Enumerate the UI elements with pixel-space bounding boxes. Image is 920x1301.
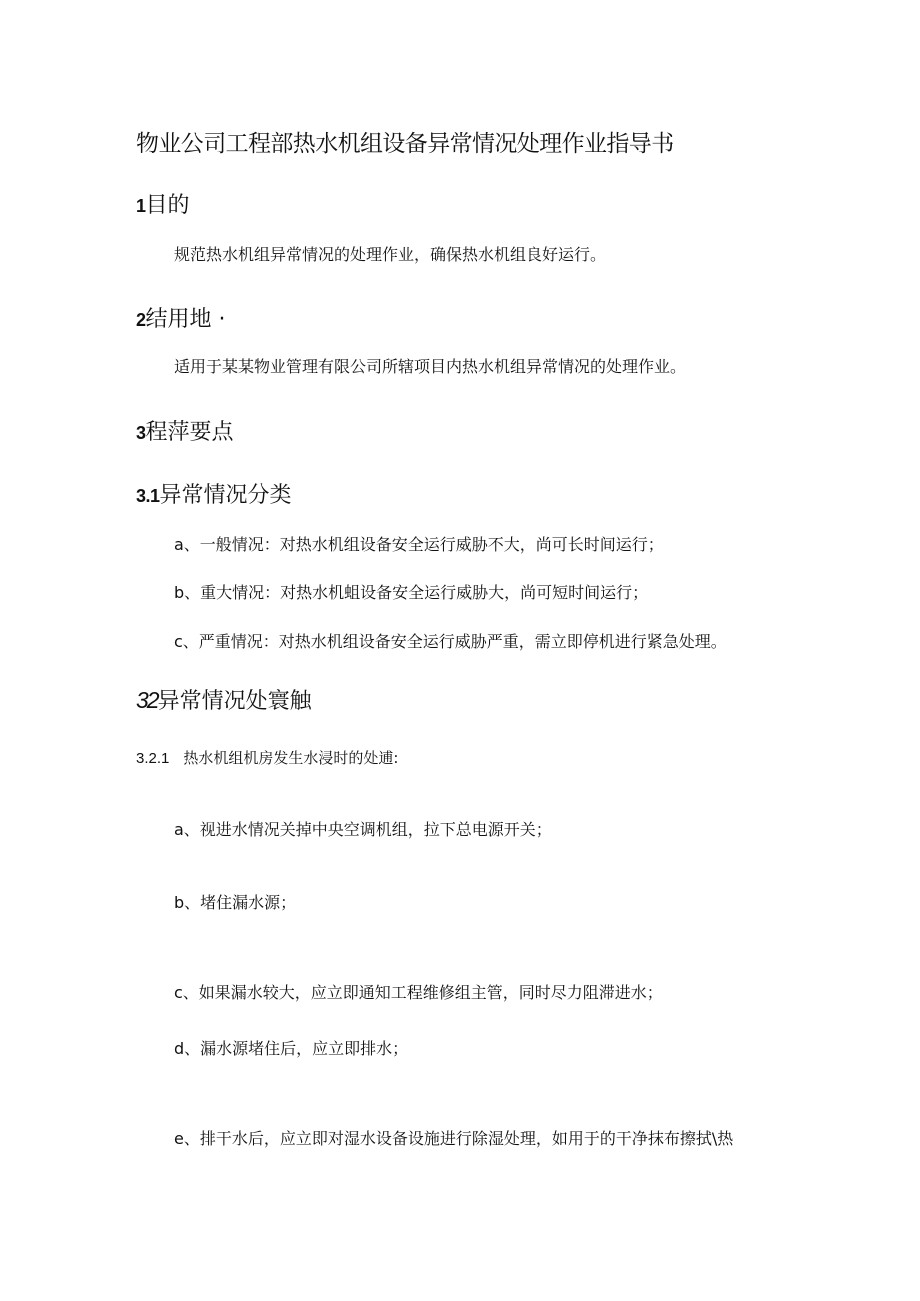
- list-item: a、一般情况：对热水机组设备安全运行威胁不大，尚可长时间运行；: [174, 535, 664, 554]
- scope-paragraph: 适用于某某物业管理有限公司所辖项目内热水机组异常情况的处理作业。: [174, 357, 687, 376]
- section-title: 异常情况处寰触: [157, 689, 312, 714]
- purpose-paragraph: 规范热水机组异常情况的处理作业，确保热水机组良好运行。: [174, 245, 607, 264]
- list-item: d、漏水源堵住后，应立即排水；: [174, 1039, 409, 1058]
- subsection-heading: [136, 751, 398, 766]
- subsection-number: 3.2.1: [136, 750, 170, 767]
- section-heading-classification: [136, 485, 292, 507]
- section-heading-purpose: [136, 195, 190, 217]
- list-item: b、堵住漏水源；: [174, 893, 297, 912]
- section-number: 32: [136, 687, 158, 713]
- section-number: 3.1: [136, 486, 160, 506]
- section-heading-scope: [136, 309, 226, 331]
- list-item: c、严重情况：对热水机组设备安全运行威胁严重，需立即停机进行紧急处理。: [174, 632, 727, 651]
- document-title: 物业公司工程部热水机组设备异常情况处理作业指导书: [136, 131, 674, 157]
- list-item: a、视进水情况关掉中央空调机组，拉下总电源开关；: [174, 820, 552, 839]
- list-item: c、如果漏水较大，应立即通知工程维修组主管，同时尽力阻滞进水；: [174, 983, 663, 1002]
- section-title: 结用地 ·: [145, 307, 226, 332]
- subsection-title: 热水机组机房发生水浸时的处逋:: [183, 749, 399, 767]
- section-title: 目的: [145, 193, 190, 218]
- section-number: 3: [136, 423, 146, 443]
- section-heading-procedure: [136, 422, 234, 444]
- section-title: 异常情况分类: [159, 483, 292, 508]
- section-title: 程萍要点: [145, 420, 234, 445]
- section-number: 2: [136, 310, 146, 330]
- list-item: e、排干水后，应立即对湿水设备设施进行除湿处理，如用于的干净抹布擦拭\热: [174, 1129, 734, 1148]
- list-item: b、重大情况：对热水机蛆设备安全运行威胁大，尚可短时间运行；: [174, 583, 649, 602]
- section-number: 1: [136, 196, 146, 216]
- section-heading-handling: [136, 689, 312, 713]
